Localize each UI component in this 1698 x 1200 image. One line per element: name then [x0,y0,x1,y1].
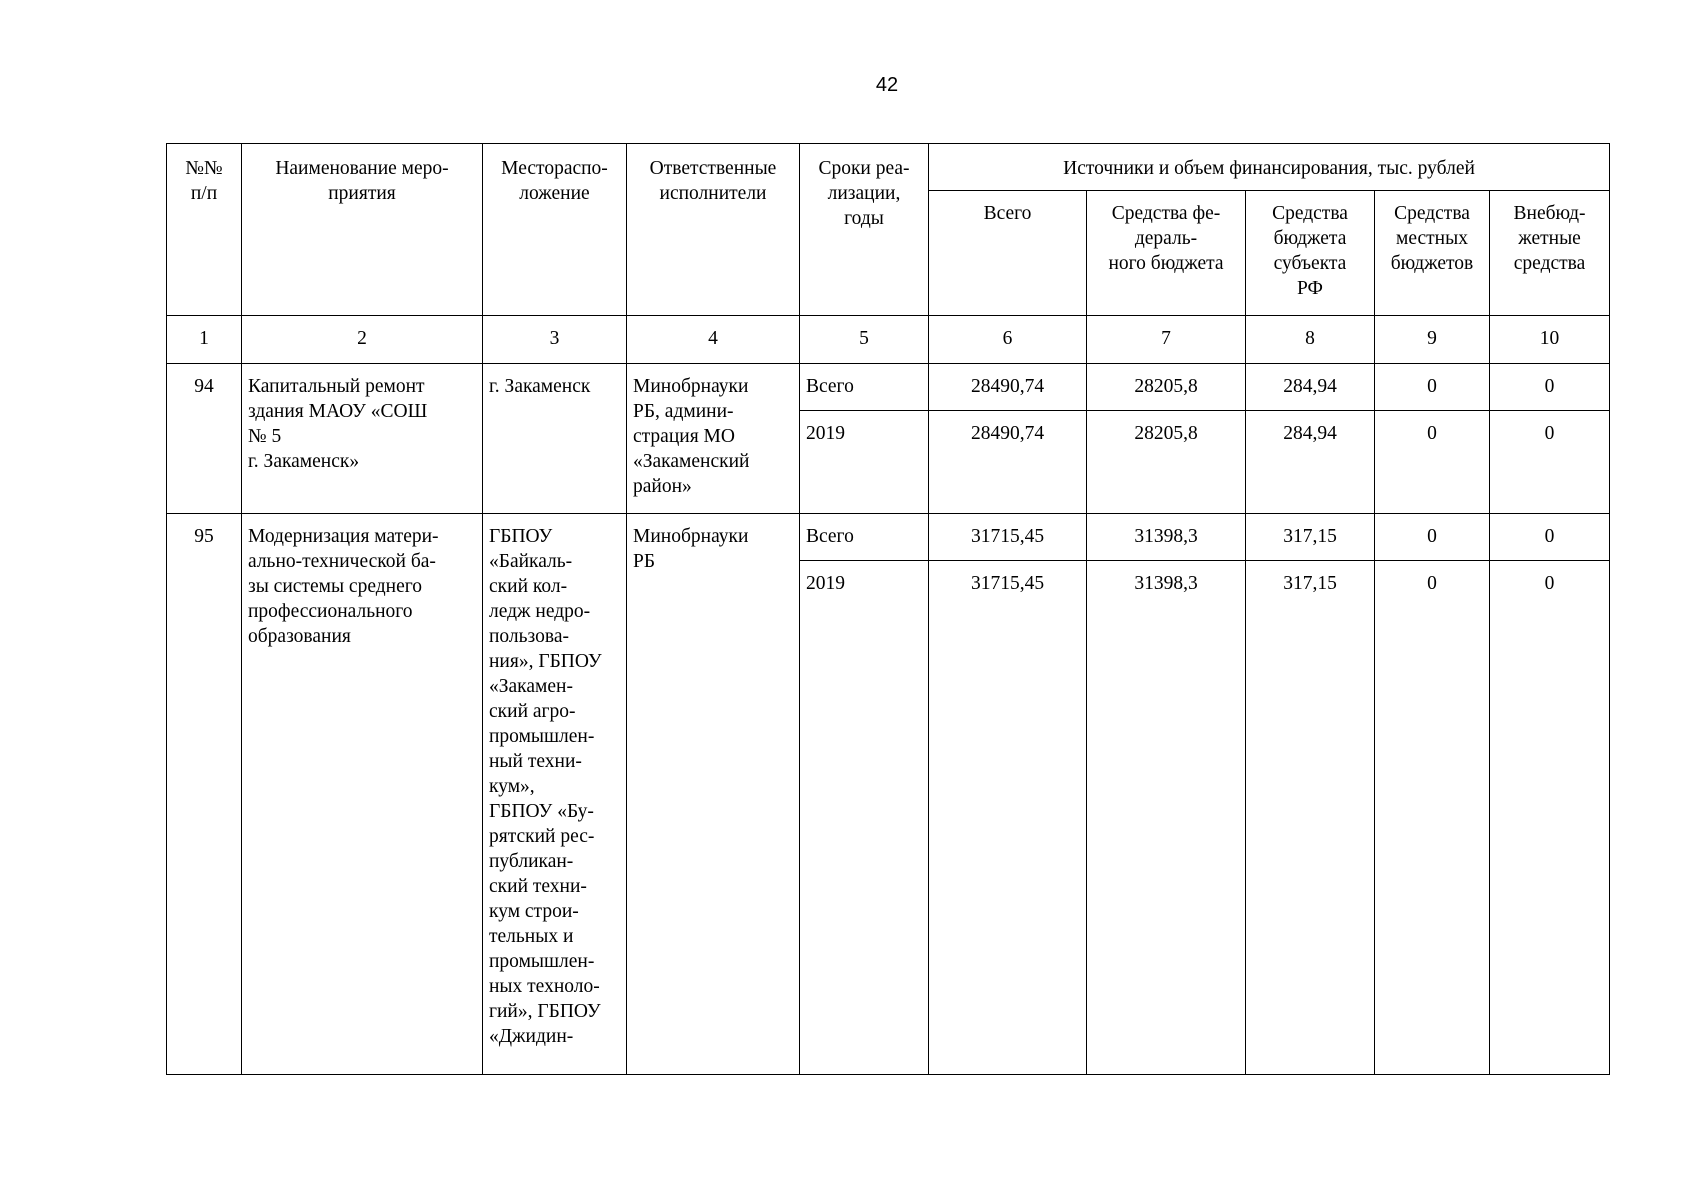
extra-cell: 0 [1490,561,1610,1075]
header-col-total: Всего [929,191,1087,316]
column-number: 6 [929,316,1087,364]
measure-responsible: Минобрнауки РБ, админи- страция МО «Закаменский район» [627,364,800,514]
federal-cell: 31398,3 [1087,561,1246,1075]
period-cell: Всего [800,514,929,561]
total-cell: 31715,45 [929,561,1087,1075]
local-cell: 0 [1375,561,1490,1075]
regional-cell: 284,94 [1246,411,1375,514]
local-cell: 0 [1375,514,1490,561]
extra-cell: 0 [1490,411,1610,514]
measure-name: Капитальный ремонт здания МАОУ «СОШ № 5 г. Закаменск» [242,364,483,514]
federal-cell: 28205,8 [1087,364,1246,411]
column-number: 9 [1375,316,1490,364]
measure-responsible: Минобрнауки РБ [627,514,800,1075]
extra-cell: 0 [1490,364,1610,411]
column-number: 5 [800,316,929,364]
column-number: 10 [1490,316,1610,364]
table-row [167,514,1610,561]
page-number: 42 [875,74,899,96]
local-cell: 0 [1375,364,1490,411]
column-number-row [167,316,1610,364]
header-col-location: Местораспо- ложение [483,144,627,316]
header-funding-group: Источники и объем финансирования, тыс. рублей [929,144,1610,191]
measure-name: Модернизация матери- ально-технической ба- зы системы среднего профессионального образования [242,514,483,1075]
header-col-extra: Внебюд- жетные средства [1490,191,1610,316]
header-row-1 [167,144,1610,191]
row-number: 94 [167,364,242,514]
column-number: 1 [167,316,242,364]
regional-cell: 317,15 [1246,561,1375,1075]
header-col-federal: Средства фе- дераль- ного бюджета [1087,191,1246,316]
total-cell: 28490,74 [929,411,1087,514]
total-cell: 28490,74 [929,364,1087,411]
period-cell: 2019 [800,411,929,514]
measure-location: г. Закаменск [483,364,627,514]
funding-table [166,143,1610,1075]
header-col-responsible: Ответственные исполнители [627,144,800,316]
column-number: 2 [242,316,483,364]
row-number: 95 [167,514,242,1075]
measure-location: ГБПОУ «Байкаль- ский кол- ледж недро- пользова- ния», ГБПОУ «Закамен- ский агро- промышлен- ный техни- кум», ГБПОУ «Бу- рятский рес- публикан- ский техни- кум строи- тельных и промышлен- ных техноло- гий», ГБПОУ «Джидин- [483,514,627,1075]
period-cell: Всего [800,364,929,411]
table-row [167,364,1610,411]
header-col-regional: Средства бюджета субъекта РФ [1246,191,1375,316]
period-cell: 2019 [800,561,929,1075]
header-col-local: Средства местных бюджетов [1375,191,1490,316]
total-cell: 31715,45 [929,514,1087,561]
regional-cell: 284,94 [1246,364,1375,411]
regional-cell: 317,15 [1246,514,1375,561]
header-col-name: Наименование меро- приятия [242,144,483,316]
column-number: 7 [1087,316,1246,364]
column-number: 8 [1246,316,1375,364]
header-col-number: №№ п/п [167,144,242,316]
federal-cell: 31398,3 [1087,514,1246,561]
column-number: 3 [483,316,627,364]
column-number: 4 [627,316,800,364]
federal-cell: 28205,8 [1087,411,1246,514]
header-col-period: Сроки реа- лизации, годы [800,144,929,316]
extra-cell: 0 [1490,514,1610,561]
local-cell: 0 [1375,411,1490,514]
